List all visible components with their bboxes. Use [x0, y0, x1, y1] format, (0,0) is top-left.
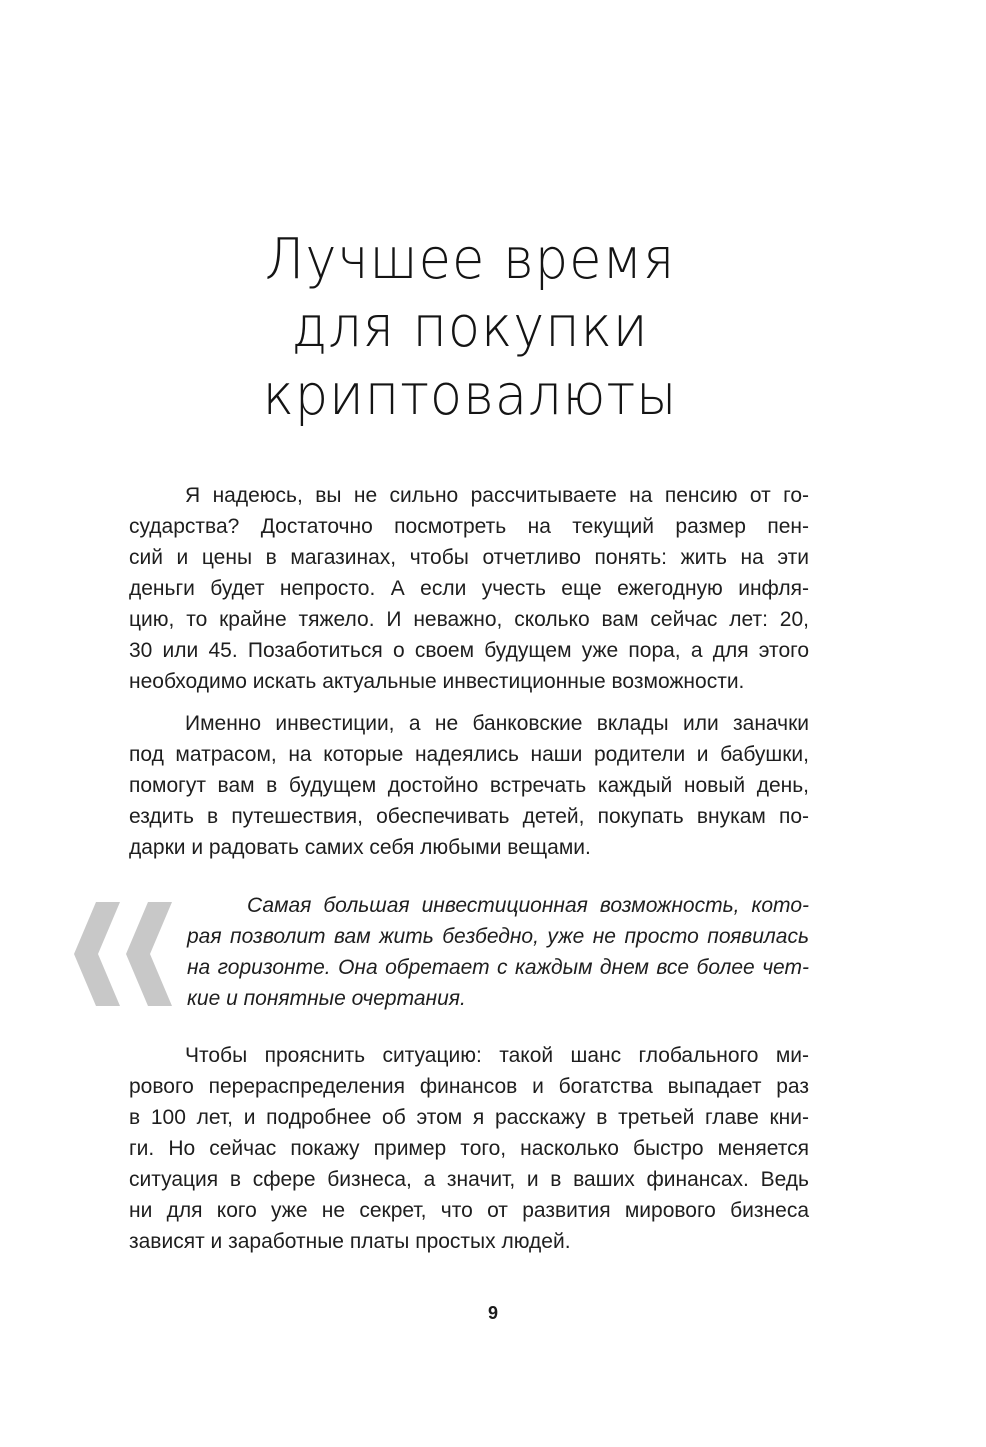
chapter-title-line: для покупки [291, 295, 649, 360]
text-line: 30 или 45. Позаботиться о своем будущем уже пора, а для этого [129, 639, 809, 662]
text-line: помогут вам в будущем достойно встречать каждый новый день, [129, 774, 809, 797]
text-line: дарки и радовать самих себя любыми вещами. [129, 836, 591, 859]
text-line: Чтобы прояснить ситуацию: такой шанс глобального ми- [185, 1044, 809, 1067]
text-line: необходимо искать актуальные инвестиционные возможности. [129, 670, 745, 693]
text-line: ни для кого уже не секрет, что от развития мирового бизнеса [129, 1199, 809, 1222]
guillemet-quote-icon [74, 902, 184, 1006]
text-line: в 100 лет, и подробнее об этом я расскажу в третьей главе кни- [129, 1106, 809, 1129]
paragraph-2 [129, 708, 809, 863]
text-line: под матрасом, на которые надеялись наши родители и бабушки, [129, 743, 809, 766]
quote-line: кие и понятные очертания. [187, 987, 466, 1010]
paragraph-1 [129, 480, 809, 697]
text-line: Я надеюсь, вы не сильно рассчитываете на пенсию от го- [185, 484, 809, 507]
text-line: деньги будет непросто. А если учесть еще ежегодную инфля- [129, 577, 809, 600]
text-line: цию, то крайне тяжело. И неважно, сколько вам сейчас лет: 20, [129, 608, 809, 631]
text-line: сий и цены в магазинах, чтобы отчетливо понять: жить на эти [129, 546, 809, 569]
text-line: рового перераспределения финансов и богатства выпадает раз [129, 1075, 809, 1098]
quote-line: рая позволит вам жить безбедно, уже не просто появилась [187, 925, 809, 948]
chapter-title-line: криптовалюты [262, 363, 678, 428]
text-line: ситуация в сфере бизнеса, а значит, и в ваших финансах. Ведь [129, 1168, 809, 1191]
text-line: ездить в путешествия, обеспечивать детей, покупать внукам по- [129, 805, 809, 828]
quote-line: на горизонте. Она обретает с каждым днем все более чет- [187, 956, 809, 979]
quote-line: Самая большая инвестиционная возможность, кото- [247, 894, 809, 917]
chapter-title [130, 226, 810, 430]
chapter-title-line: Лучшее время [264, 227, 676, 292]
text-line: зависят и заработные платы простых людей. [129, 1230, 571, 1253]
text-line: сударства? Достаточно посмотреть на текущий размер пен- [129, 515, 809, 538]
paragraph-3 [129, 1040, 809, 1257]
text-line: Именно инвестиции, а не банковские вклады или заначки [185, 712, 809, 735]
text-line: ги. Но сейчас покажу пример того, насколько быстро меняется [129, 1137, 809, 1160]
page-number: 9 [487, 1303, 498, 1323]
pull-quote [187, 890, 809, 1014]
